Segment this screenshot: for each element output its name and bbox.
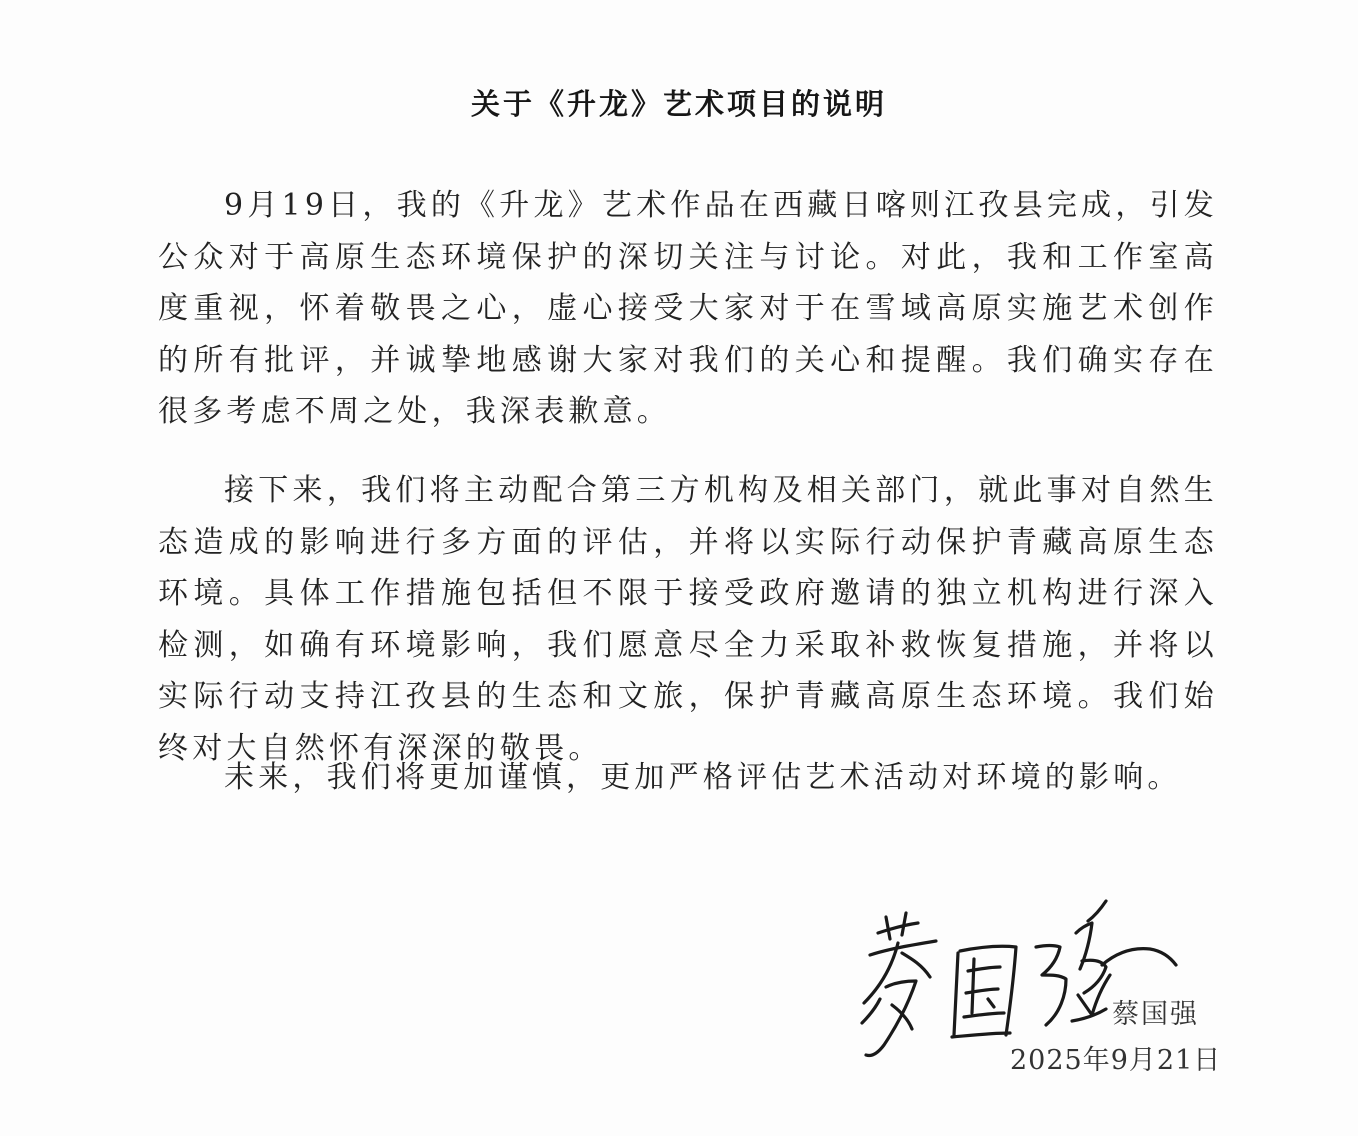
document-title: 关于《升龙》艺术项目的说明 — [470, 87, 887, 121]
signer-name: 蔡国强 — [1112, 999, 1199, 1030]
paragraph-3: 未来，我们将更加谨慎，更加严格评估艺术活动对环境的影响。 — [224, 760, 1182, 795]
paragraph-2: 接下来，我们将主动配合第三方机构及相关部门，就此事对自然生态造成的影响进行多方面的评估，并将以实际行动保护青藏高原生态环境。具体工作措施包括但不限于接受政府邀请的独立机构进行深入检测，如确有环境影响，我们愿意尽全力采取补救恢复措施，并将以实际行动支持江孜县的生态和文旅，保护青藏高原生态环境。我们始终对大自然怀有深深的敬畏。 — [158, 473, 1218, 766]
signing-date: 2025年9月21日 — [1010, 1045, 1222, 1076]
paragraph-1: 9月19日，我的《升龙》艺术作品在西藏日喀则江孜县完成，引发公众对于高原生态环境保护的深切关注与讨论。对此，我和工作室高度重视，怀着敬畏之心，虚心接受大家对于在雪域高原实施艺术创作的所有批评，并诚挚地感谢大家对我们的关心和提醒。我们确实存在很多考虑不周之处，我深表歉意。 — [158, 188, 1218, 429]
